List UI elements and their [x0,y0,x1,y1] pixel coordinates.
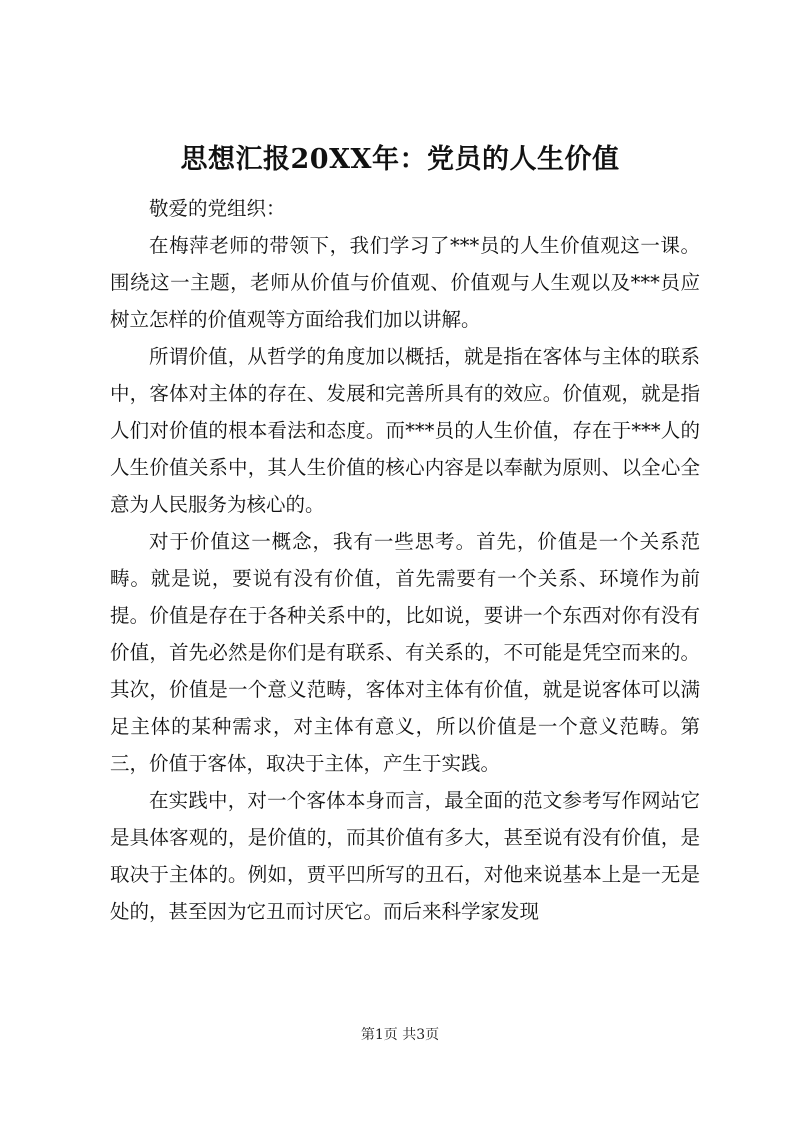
paragraph-1: 在梅萍老师的带领下，我们学习了***员的人生价值观这一课。围绕这一主题，老师从价值与价值观、价值观与人生观以及***员应树立怎样的价值观等方面给我们加以讲解。 [110,234,700,331]
paragraph-2: 所谓价值，从哲学的角度加以概括，就是指在客体与主体的联系中，客体对主体的存在、发展和完善所具有的效应。价值观，就是指人们对价值的根本看法和态度。而***员的人生价值，存在于***人的人生价值关系中，其人生价值的核心内容是以奉献为原则、以全心全意为人民服务为核心的。 [110,345,700,516]
page-number-footer: 第1页 共3页 [360,1027,440,1043]
salutation: 敬爱的党组织： [149,197,286,220]
document-body [110,190,700,930]
paragraph-4: 在实践中，对一个客体本身而言，最全面的范文参考写作网站它是具体客观的，是价值的，而其价值有多大，甚至说有没有价值，是取决于主体的。例如，贾平凹所写的丑石，对他来说基本上是一无是处的，甚至因为它丑而讨厌它。而后来科学家发现 [110,789,700,923]
paragraph-3: 对于价值这一概念，我有一些思考。首先，价值是一个关系范畴。就是说，要说有没有价值，首先需要有一个关系、环境作为前提。价值是存在于各种关系中的，比如说，要讲一个东西对你有没有价值，首先必然是你们是有联系、有关系的，不可能是凭空而来的。其次，价值是一个意义范畴，客体对主体有价值，就是说客体可以满足主体的某种需求，对主体有意义，所以价值是一个意义范畴。第三，价值于客体，取决于主体，产生于实践。 [110,530,700,775]
document-title: 思想汇报20XX年：党员的人生价值 [180,144,620,175]
